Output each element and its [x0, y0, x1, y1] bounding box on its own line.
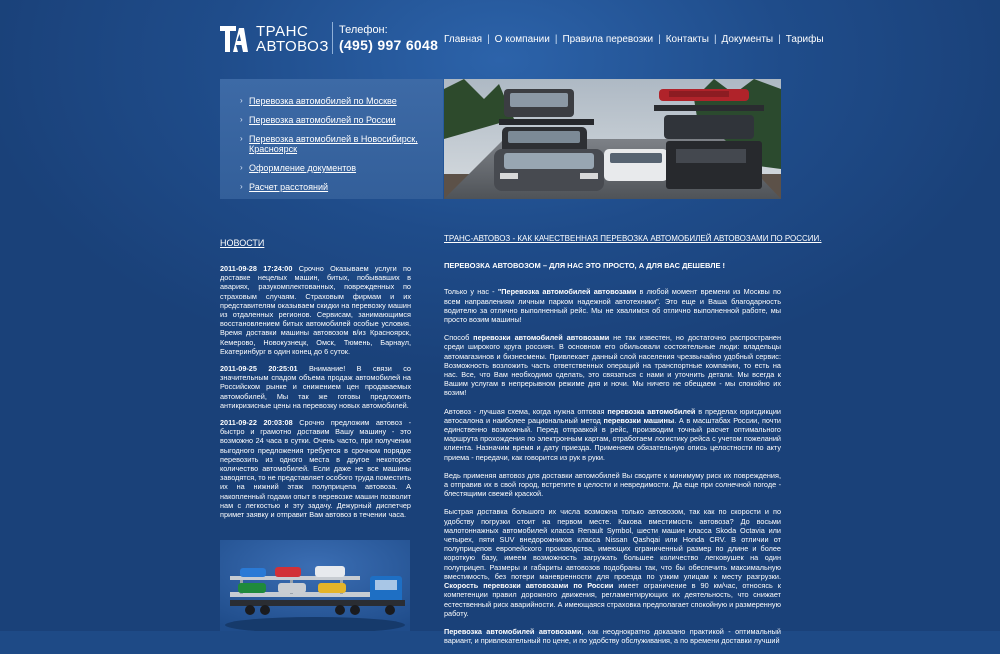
- car-carrier-road-image: [444, 79, 781, 199]
- menu-link-documents[interactable]: Оформление документов: [249, 163, 357, 173]
- nav-separator: |: [554, 34, 558, 45]
- bold-text: Скорость перевозки автовозами по России: [444, 581, 614, 591]
- phone-number: (495) 997 6048: [339, 37, 439, 53]
- bullet-arrow-icon: ›: [240, 96, 243, 105]
- main-article: [444, 234, 822, 654]
- nav-rules[interactable]: Правила перевозки: [562, 34, 654, 45]
- article-paragraph: [444, 507, 781, 617]
- bold-text: перевозки машины: [603, 415, 675, 425]
- text: Автовоз - лучшая схема, когда нужна оптовая: [444, 406, 608, 416]
- news-date: 2011-09-22 20:03:08: [220, 418, 293, 428]
- hero-photo: [444, 79, 781, 199]
- nav-contacts[interactable]: Контакты: [665, 34, 709, 45]
- news-item: [220, 418, 411, 519]
- news-text: Срочно Оказываем услуги по доставке нецелых машин, битых, побывавших в авариях, разукомплектованных, поврежденных по страховым случаям. Страховым фирмам и их представителям оказываем скидки на перевозку машин из отдаленных регионов. Сервисам, занимающимся восстановлением битых автомобилей особые условия. Время доставки машины автовозом в/из Красноярск, Кемерово, Новокузнецк, Омск, Тюмень, Барнаул, Екатеринбург в один конец до 6 суток.: [220, 264, 411, 356]
- logo[interactable]: [220, 22, 330, 58]
- bold-text: "Перевозка автомобилей автовозами: [497, 287, 637, 297]
- article-title[interactable]: ТРАНС-АВТОВОЗ - КАК КАЧЕСТВЕННАЯ ПЕРЕВОЗКА АВТОМОБИЛЕЙ АВТОВОЗАМИ ПО РОССИИ.: [444, 234, 822, 243]
- logo-line2: АВТОВОЗ: [256, 38, 329, 55]
- text: Только у нас -: [444, 287, 498, 297]
- side-menu-item: [240, 134, 435, 154]
- side-menu-item: [240, 96, 435, 106]
- header-divider: [332, 22, 333, 54]
- text: в пределах юрисдикции автосалона и наиболее рациональный метод: [444, 406, 781, 425]
- bullet-arrow-icon: ›: [240, 182, 243, 191]
- top-nav: [444, 34, 824, 45]
- text: Способ: [444, 333, 474, 343]
- bold-text: перевозка автомобилей: [607, 406, 696, 416]
- logo-mark-icon: [220, 25, 248, 53]
- article-paragraph: [444, 627, 781, 645]
- news-date: 2011-09-28 17:24:00: [220, 264, 293, 273]
- nav-documents[interactable]: Документы: [721, 34, 774, 45]
- nav-separator: |: [778, 34, 781, 45]
- menu-link-moscow[interactable]: Перевозка автомобилей по Москве: [249, 96, 397, 106]
- truck-image: [220, 540, 410, 631]
- news-list: [220, 264, 411, 527]
- bullet-arrow-icon: ›: [240, 115, 243, 124]
- car-transporter-truck-image: [220, 540, 410, 631]
- logo-text: [256, 24, 329, 54]
- menu-link-russia[interactable]: Перевозка автомобилей по России: [249, 115, 396, 125]
- text: имеет ограничение в 90 км/час, относясь к компетенции правил дорожного движения, регламентирующих их деятельность, что снижает естественный риск аварийности. А имеющаяся страховка предполагает спокойную и размеренную работу.: [444, 581, 781, 618]
- logo-line1: ТРАНС: [256, 23, 309, 40]
- nav-separator: |: [487, 34, 490, 45]
- news-item: [220, 364, 411, 410]
- bullet-arrow-icon: ›: [240, 163, 243, 172]
- nav-tariffs[interactable]: Тарифы: [785, 34, 824, 45]
- nav-separator: |: [713, 34, 717, 45]
- menu-link-distance[interactable]: Расчет расстояний: [249, 182, 329, 192]
- side-menu-item: [240, 163, 435, 173]
- article-paragraph: [444, 287, 781, 324]
- text: . А в масштабах России, почти единственно возможный. Перед отправкой в рейс, производим точный расчет оптимального маршрута прохождения по электронным картам, отработаем логистику рейса с учетом пожеланий клиента. Назначим время и дату приезда. Применяем обязательную опись целостности по акту приема - передачи, как говорится из рук в руки.: [444, 415, 782, 462]
- side-menu: [220, 79, 443, 199]
- text: , как неоднократно доказано практикой - оптимальный вариант, и привлекательный по цене, и по удобству обслуживания, а по времени доставки лучший: [444, 626, 782, 646]
- side-menu-item: [240, 182, 435, 192]
- article-paragraph: [444, 333, 781, 397]
- text: не так известен, но достаточно распространен среди широкого круга россиян. В основном его обильовали состоятельные люди: владельцы автомагазинов и бизнесмены. Привлекает данный слой населения чрезвычайно удобный сервис: Возможность возложить часть ответственных операций на транспортные компании, то есть на нас. Все, что Вам необходимо сделать, это связаться с нами и уточнить детали. Мы всегда к Вашим услугам в непрерывном режиме дня и ночи. Мы ничего не обещаем - мы спокойно их возим!: [444, 333, 781, 398]
- article-subtitle: ПЕРЕВОЗКА АВТОВОЗОМ – ДЛЯ НАС ЭТО ПРОСТО, А ДЛЯ ВАС ДЕШЕВЛЕ !: [444, 261, 726, 271]
- news-heading[interactable]: НОВОСТИ: [220, 238, 265, 248]
- bullet-arrow-icon: ›: [240, 134, 243, 143]
- news-text: Внимание! В связи со значительным спадом объема продаж автомобилей на Российском рынке и снижением цен продаваемых автомобилей, Мы так же готовы предложить антикризисные цены на перевозку новых автомобилей.: [220, 364, 411, 410]
- article-paragraph: Ведь применяя автовоз для доставки автомобилей Вы сводите к минимуму риск их повреждения, а отправив их в свой город, встретите в целости и невредимости. Да еще при солнечной погоде - блестящими свежей краской.: [444, 470, 781, 499]
- phone-label: Телефон:: [339, 24, 388, 36]
- side-menu-item: [240, 115, 435, 125]
- news-item: [220, 264, 411, 356]
- article-paragraph: [444, 407, 781, 462]
- news-text: Срочно предложим автовоз - быстро и грамотно доставим Вашу машину - это возможно 24 часа в сутки. Очень часто, при получении выгодного предложения требуется в срочном порядке перевозить из одного места в другое некоторое количество автомобилей. Если даже не все машины заводятся, то не представляет особого труда поместить их на нижний этаж полуприцепа автовоза. А накопленный годами опыт в перевозке машин позволит нам с легкостью и эту задачу. Дежурный диспетчер примет заявку и отправит Вам автовоз в течении часа.: [220, 418, 411, 520]
- text: в любой момент времени из Москвы по всем направлениям личным парком надежной автотехники". Это еще и Ваша благодарность водителю за отлично выполненный рейс. Мы не хвалимся об отлично выполненной работе, мы просто возим машины!: [444, 287, 781, 325]
- bold-text: Перевозка автомобилей автовозами: [444, 626, 582, 636]
- nav-about[interactable]: О компании: [494, 34, 550, 45]
- nav-separator: |: [658, 34, 661, 45]
- text: Быстрая доставка большого их числа возможна только автовозом, так как по скорости и по удобству погрузки стоит на первом месте. Какова вместимость автовоза? До восьми малотоннажных автомобилей класса Renault Symbol, шести машин класса Skoda Octavia или четырех, пяти SUV внедорожников класса Nissan Qashqai или Honda CRV. В отличии от полуприцепов европейского производства, имеющих ограниченный размер по длине и более короткую базу, имеем возможность загружать большее количество легковушек на один полуприцеп. Размеры и габариты автовозов подобраны так, что бы обеспечить максимальную вместимость, без потери маневренности для проезда по узким улицам к месту разгрузки.: [444, 507, 781, 581]
- news-date: 2011-09-25 20:25:01: [220, 364, 298, 374]
- bold-text: перевозки автомобилей автовозами: [473, 333, 610, 343]
- menu-link-novosibirsk[interactable]: Перевозка автомобилей в Новосибирск, Красноярск: [249, 134, 418, 154]
- nav-home[interactable]: Главная: [444, 34, 483, 45]
